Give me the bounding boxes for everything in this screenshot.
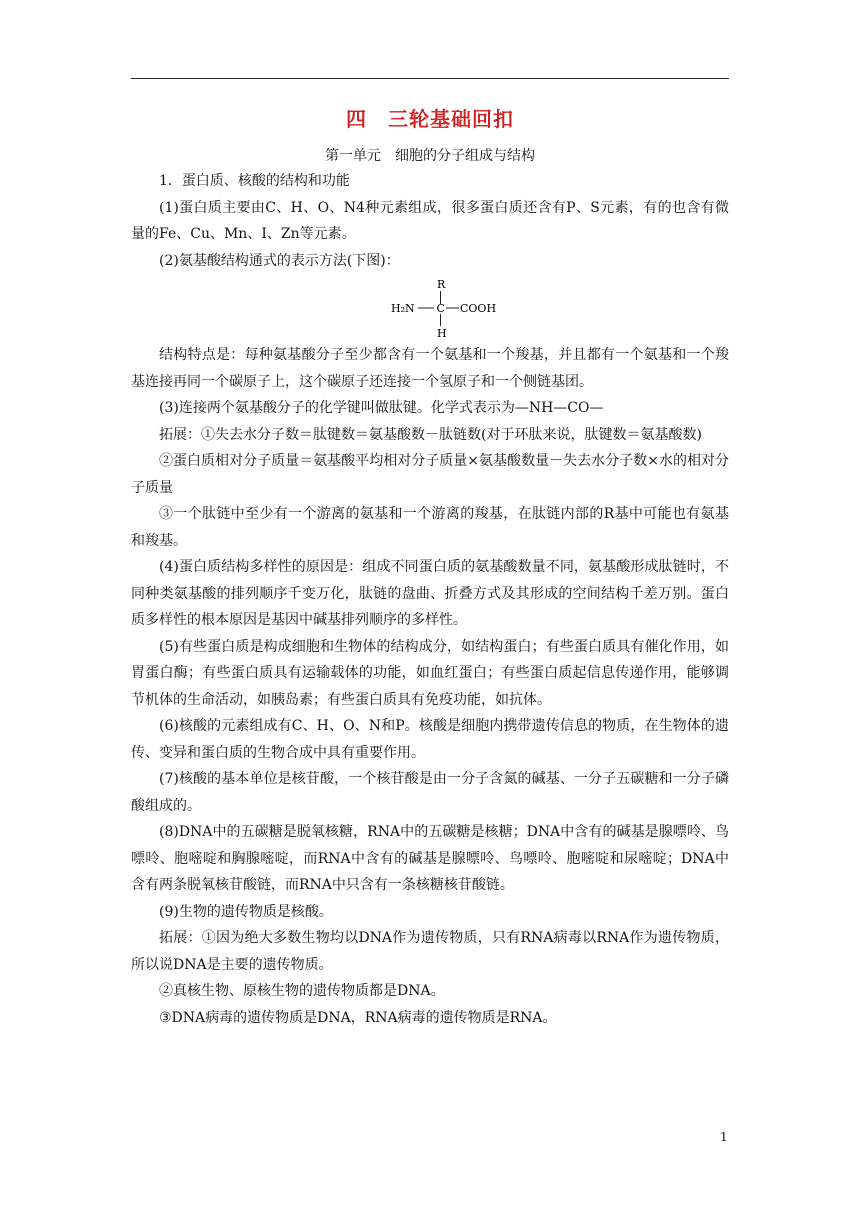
paragraph-16: ③DNA病毒的遗传物质是DNA，RNA病毒的遗传物质是RNA。 [159,1009,557,1026]
paragraph-3: 结构特点是：每种氨基酸分子至少都含有一个氨基和一个羧基，并且都有一个氨基和一个羧基连接再同一个碳原子上，这个碳原子还连接一个氢原子和一个侧链基团。 [131,347,729,390]
paragraph-8: (4)蛋白质结构多样性的原因是：组成不同蛋白质的氨基酸数量不同，氨基酸形成肽链时，不同种类氨基酸的排列顺序千变万化，肽链的盘曲、折叠方式及其形成的空间结构千差万别。蛋白质多样性的根本原因是基因中碱基排列顺序的多样性。 [131,559,729,628]
formula-h2n: H₂N [391,302,415,315]
paragraph-15: ②真核生物、原核生物的遗传物质都是DNA。 [159,983,445,999]
section-title: 四 三轮基础回扣 [346,107,514,131]
formula-r: R [437,278,446,291]
paragraph-9: (5)有些蛋白质是构成细胞和生物体的结构成分，如结构蛋白；有些蛋白质具有催化作用，如胃蛋白酶；有些蛋白质具有运输载体的功能，如血红蛋白；有些蛋白质起信息传递作用，能够调节机体的生命活动，如胰岛素；有些蛋白质具有免疫功能，如抗体。 [131,638,729,708]
unit-heading: 第一单元 细胞的分子组成与结构 [325,148,535,164]
paragraph-6: ②蛋白质相对分子质量＝氨基酸平均相对分子质量×氨基酸数量－失去水分子数×水的相对分子质量 [131,453,729,496]
paragraph-1: (1)蛋白质主要由C、H、O、N4种元素组成，很多蛋白质还含有P、S元素，有的也含有微量的Fe、Cu、Mn、I、Zn等元素。 [131,199,729,242]
paragraph-10: (6)核酸的元素组成有C、H、O、N和P。核酸是细胞内携带遗传信息的物质，在生物体的遗传、变异和蛋白质的生物合成中具有重要作用。 [131,718,729,761]
amino-acid-formula [131,274,729,342]
paragraph-12: (8)DNA中的五碳糖是脱氧核糖，RNA中的五碳糖是核糖；DNA中含有的碱基是腺嘌呤、鸟嘌呤、胞嘧啶和胸腺嘧啶，而RNA中含有的碱基是腺嘌呤、鸟嘌呤、胞嘧啶和尿嘧啶；DNA中含有两条脱氧核苷酸链，而RNA中只含有一条核糖核苷酸链。 [131,824,729,893]
paragraph-13: (9)生物的遗传物质是核酸。 [159,903,333,920]
paragraph-14: 拓展：①因为绝大多数生物均以DNA作为遗传物质，只有RNA病毒以RNA作为遗传物质，所以说DNA是主要的遗传物质。 [131,930,729,973]
formula-h: H [437,327,447,340]
paragraph-11: (7)核酸的基本单位是核苷酸，一个核苷酸是由一分子含氮的碱基、一分子五碳糖和一分子磷酸组成的。 [131,771,729,814]
page-number: 1 [720,1130,728,1144]
amino-acid-structure-diagram [391,274,501,342]
formula-cooh: COOH [460,302,497,315]
paragraph-7: ③一个肽链中至少有一个游离的氨基和一个游离的羧基，在肽链内部的R基中可能也有氨基和羧基。 [131,506,729,549]
header-rule [131,78,729,79]
formula-c: C [436,302,445,315]
paragraph-heading-1: 1．蛋白质、核酸的结构和功能 [159,173,350,189]
paragraph-2: (2)氨基酸结构通式的表示方法(下图)： [159,252,400,269]
paragraph-4: (3)连接两个氨基酸分子的化学键叫做肽键。化学式表示为—NH—CO— [159,400,604,416]
document-body [131,168,729,1031]
paragraph-5: 拓展：①失去水分子数＝肽键数＝氨基酸数－肽链数(对于环肽来说，肽键数＝氨基酸数) [159,426,702,443]
